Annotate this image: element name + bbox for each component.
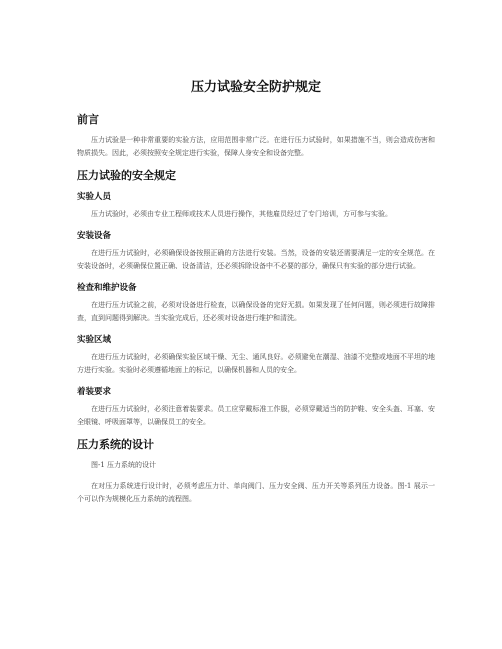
section-system-design — [77, 437, 435, 506]
section-heading: 压力系统的设计 — [77, 438, 154, 451]
subsection-paragraph: 在进行压力试验时，必须确保设备按照正确的方法进行安装。当然，设备的安装还需要满足一定的安全规范。在安装设备时，必须确保位置正确、设备清洁，还必须拆除设备中不必要的部分，确保只有实验的部分进行试验。 — [77, 249, 435, 270]
subsection-heading: 安装设备 — [77, 231, 112, 241]
section-heading: 压力试验的安全规定 — [77, 169, 176, 182]
section-paragraph: 在对压力系统进行设计时，必须考虑压力计、单向阀门、压力安全阀、压力开关等系列压力设备。图-1 展示一个可以作为规模化压力系统的流程图。 — [77, 482, 435, 503]
subsection-heading: 检查和维护设备 — [77, 283, 137, 293]
section-safety-rules — [77, 168, 435, 429]
subsection-paragraph: 压力试验时，必须由专业工程师或技术人员进行操作，其他雇员经过了专门培训，方可参与实验。 — [91, 210, 392, 218]
subsection-heading: 着装要求 — [77, 387, 112, 397]
subsection-heading: 实验人员 — [77, 192, 112, 202]
section-paragraph: 压力试验是一种非常重要的实验方法，应用范围非常广泛。在进行压力试验时，如果措施不当，则会造成伤害和物质损失。因此，必须按照安全规定进行实验，保障人身安全和设备完整。 — [77, 136, 435, 157]
document-content — [77, 78, 435, 514]
subsection-paragraph: 在进行压力试验时，必须注意着装要求。员工应穿戴标准工作服，必须穿戴适当的防护鞋、安全头盔、耳塞、安全眼镜、呼吸面罩等，以确保员工的安全。 — [77, 405, 435, 426]
document-title: 压力试验安全防护规定 — [190, 80, 321, 95]
section-preface — [77, 112, 435, 160]
subsection-paragraph: 在进行压力试验时，必须确保实验区域干燥、无尘、通风良好。必须避免在潮湿、油漆不完整或地面不平坦的地方进行实验。实验时必须遵循地面上的标记，以确保机器和人员的安全。 — [77, 353, 435, 374]
subsection-heading: 实验区域 — [77, 335, 112, 345]
figure-caption: 图-1 压力系统的设计 — [91, 461, 157, 469]
subsection-paragraph: 在进行压力试验之前，必须对设备进行检查，以确保设备的完好无损。如果发现了任何问题，则必须进行故障排查，直到问题得到解决。当实验完成后，还必须对设备进行维护和清洗。 — [77, 301, 435, 322]
section-heading: 前言 — [77, 113, 99, 126]
